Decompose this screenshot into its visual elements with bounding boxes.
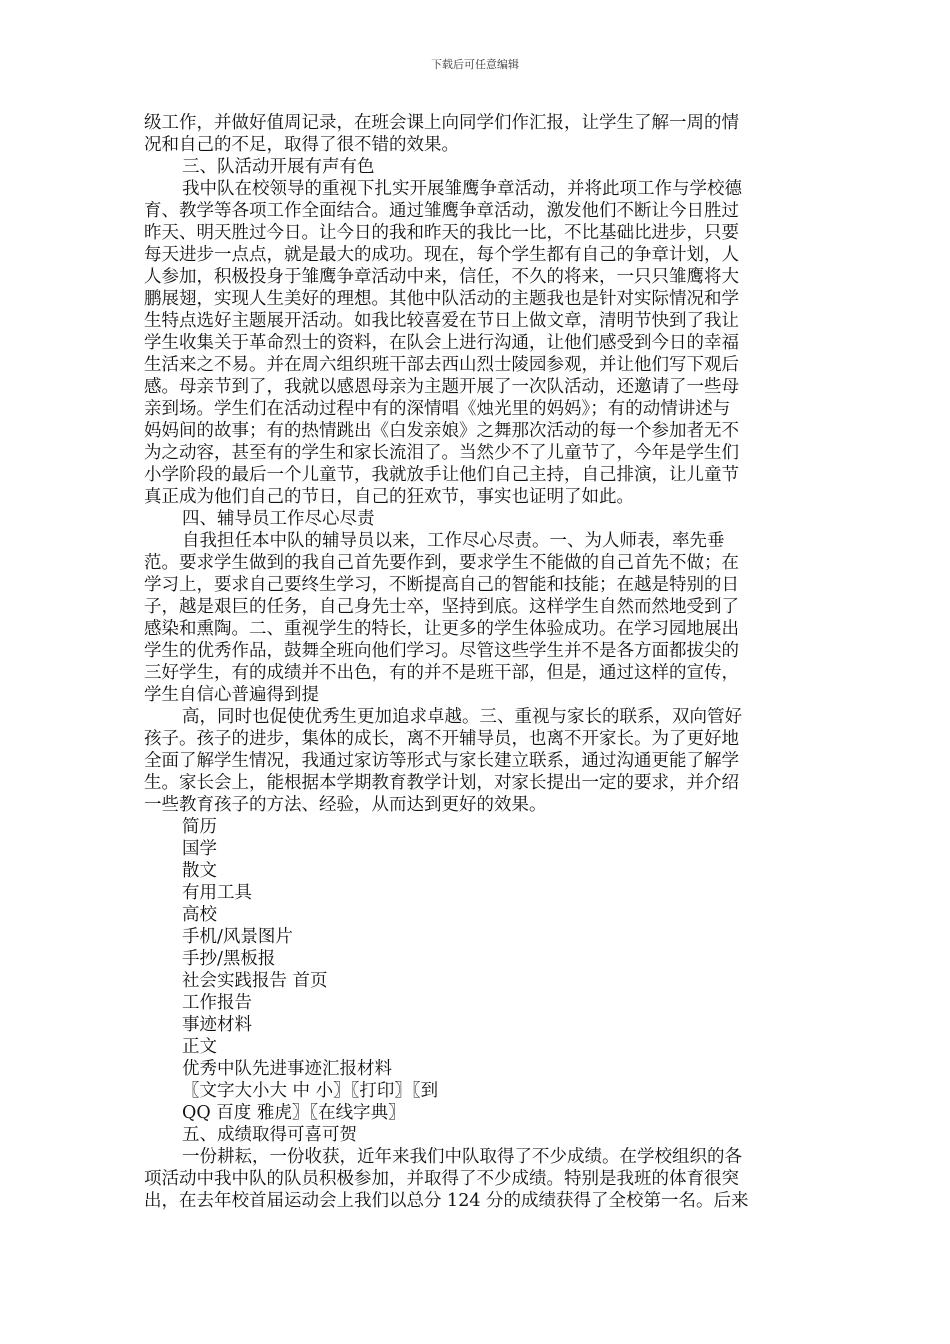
text-line: 事迹材料 [182,1015,252,1035]
text-line: 项活动中我中队的队员积极参加，并取得了不少成绩。特别是我班的体育很突 [144,1169,739,1189]
text-line: 工作报告 [182,993,252,1013]
text-line: 小学阶段的最后一个儿童节，我就放手让他们自己主持，自己排演，让儿童节 [144,465,739,485]
text-line: QQ 百度 雅虎〗〖在线字典〗 [182,1103,406,1123]
text-line: 手抄/黑板报 [182,949,276,969]
page-header: 下载后可任意编辑 [431,58,519,71]
text-line: 妈妈间的故事；有的热情跳出《白发亲娘》之舞那次活动的每一个参加者无不 [144,421,739,441]
text-line: 社会实践报告 首页 [182,971,328,991]
text-line: 学习上，要求自己要终生学习，不断提高自己的智能和技能；在越是特别的日 [144,575,739,595]
text-line: 五、成绩取得可喜可贺 [182,1125,357,1145]
text-line: 鹏展翅，实现人生美好的理想。其他中队活动的主题我也是针对实际情况和学 [144,289,739,309]
text-line: 四、辅导员工作尽心尽责 [182,509,375,529]
text-line: 优秀中队先进事迹汇报材料 [182,1059,392,1079]
text-line: 散文 [182,861,217,881]
text-line: 国学 [182,839,217,859]
text-line: 级工作，并做好值周记录，在班会课上向同学们作汇报，让学生了解一周的情 [144,113,739,133]
text-line: 亲到场。学生们在活动过程中有的深情唱《烛光里的妈妈》；有的动情讲述与 [144,399,731,419]
text-line: 〖文字大小大 中 小〗〖打印〗〖到 [182,1081,439,1101]
text-line: 正文 [182,1037,217,1057]
text-line: 简历 [182,817,217,837]
text-line: 高，同时也促使优秀生更加追求卓越。三、重视与家长的联系，双向管好 [182,707,742,727]
text-line: 感染和熏陶。二、重视学生的特长，让更多的学生体验成功。在学习园地展出 [144,619,739,639]
text-line: 生。家长会上，能根据本学期教育教学计划，对家长提出一定的要求，并介绍 [144,773,739,793]
text-line: 感。母亲节到了，我就以感恩母亲为主题开展了一次队活动，还邀请了一些母 [144,377,739,397]
text-line: 每天进步一点点，就是最大的成功。现在，每个学生都有自己的争章计划，人 [144,245,739,265]
text-line: 一份耕耘，一份收获，近年来我们中队取得了不少成绩。在学校组织的各 [182,1147,742,1167]
text-line: 一些教育孩子的方法、经验，从而达到更好的效果。 [144,795,547,815]
text-line: 生特点选好主题展开活动。如我比较喜爱在节日上做文章，清明节快到了我让 [144,311,739,331]
text-line: 为之动容，甚至有的学生和家长流泪了。当然少不了儿童节了，今年是学生们 [144,443,739,463]
text-line: 高校 [182,905,217,925]
text-line: 全面了解学生情况，我通过家访等形式与家长建立联系，通过沟通更能了解学 [144,751,739,771]
text-line: 三、队活动开展有声有色 [182,157,375,177]
text-line: 人参加，积极投身于雏鹰争章活动中来，信任，不久的将来，一只只雏鹰将大 [144,267,739,287]
text-line: 三好学生，有的成绩并不出色，有的并不是班干部，但是，通过这样的宣传， [144,663,739,683]
text-line: 生活来之不易。并在周六组织班干部去西山烈士陵园参观，并让他们写下观后 [144,355,739,375]
document-body [144,112,800,1212]
text-line: 学生自信心普遍得到提 [144,685,319,705]
text-line: 出，在去年校首届运动会上我们以总分 124 分的成绩获得了全校第一名。后来 [144,1191,749,1211]
text-line: 昨天、明天胜过今日。让今日的我和昨天的我比一比，不比基础比进步，只要 [144,223,739,243]
text-line: 真正成为他们自己的节日，自己的狂欢节，事实也证明了如此。 [144,487,634,507]
text-line: 子，越是艰巨的任务，自己身先士卒，坚持到底。这样学生自然而然地受到了 [144,597,739,617]
text-line: 学生收集关于革命烈士的资料，在队会上进行沟通，让他们感受到今日的幸福 [144,333,739,353]
text-line: 孩子。孩子的进步，集体的成长，离不开辅导员，也离不开家长。为了更好地 [144,729,739,749]
text-line: 况和自己的不足，取得了很不错的效果。 [144,135,459,155]
text-line: 育、教学等各项工作全面结合。通过雏鹰争章活动，激发他们不断让今日胜过 [144,201,739,221]
text-line: 有用工具 [182,883,252,903]
text-line: 自我担任本中队的辅导员以来，工作尽心尽责。一、为人师表，率先垂 [182,531,725,551]
text-line: 学生的优秀作品，鼓舞全班向他们学习。尽管这些学生并不是各方面都拔尖的 [144,641,739,661]
text-line: 我中队在校领导的重视下扎实开展雏鹰争章活动，并将此项工作与学校德 [182,179,742,199]
text-line: 范。要求学生做到的我自己首先要作到，要求学生不能做的自己首先不做；在 [144,553,739,573]
text-line: 手机/风景图片 [182,927,293,947]
